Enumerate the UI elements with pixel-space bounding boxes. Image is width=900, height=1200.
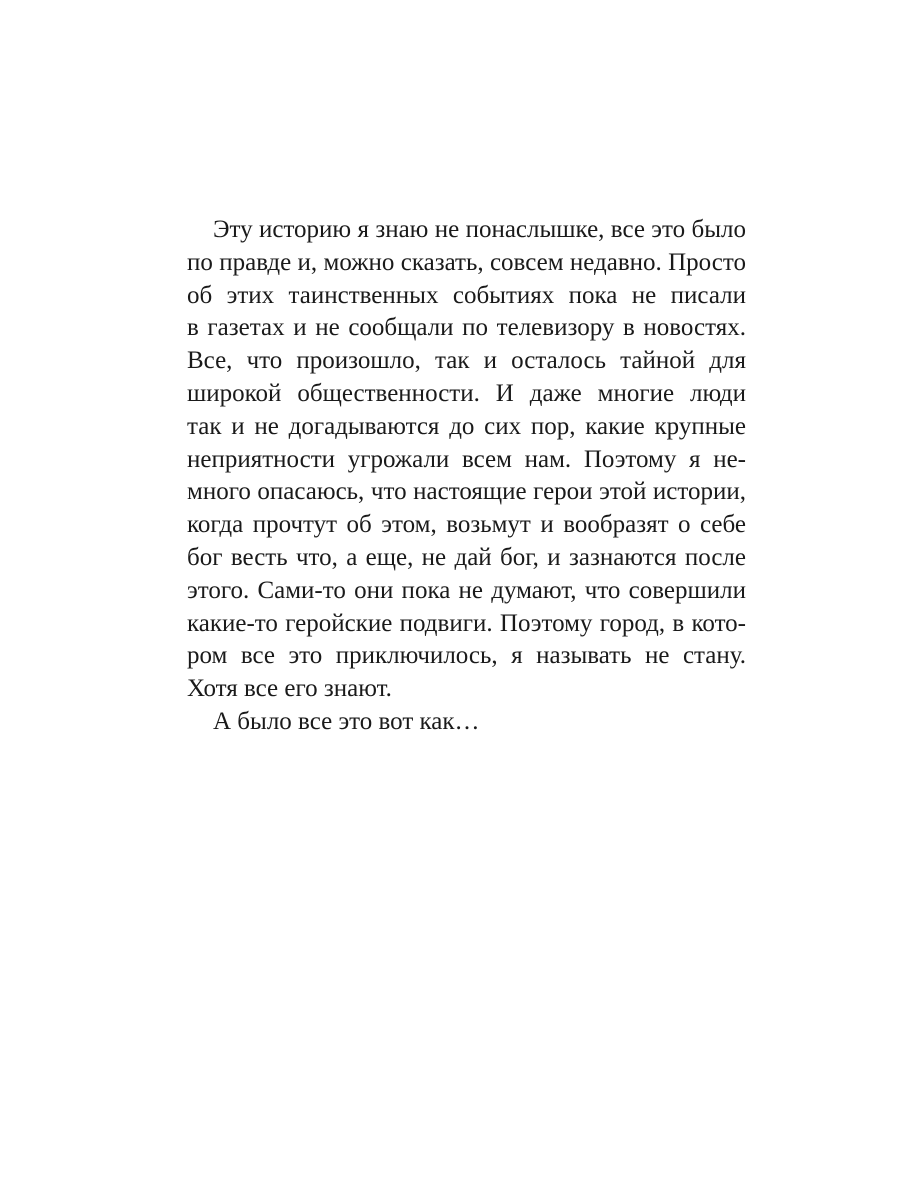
paragraph-2 (187, 706, 746, 739)
page-body-text (187, 214, 746, 739)
text-line: Эту историю я знаю не понаслышке, все это было (213, 216, 746, 243)
text-line: много опасаюсь, что настоящие герои этой истории, (187, 478, 746, 506)
text-line: этого. Сами-то они пока не думают, что совершили (187, 576, 746, 604)
text-line: в газетах и не сообщали по телевизору в новостях. (187, 314, 746, 342)
text-line: неприятности угрожали всем нам. Поэтому я не- (187, 445, 746, 473)
text-line: бог весть что, а еще, не дай бог, и зазнаются после (187, 543, 746, 571)
text-line: ром все это приключилось, я называть не стану. (187, 642, 746, 670)
text-line: Хотя все его знают. (187, 675, 392, 703)
text-line: широкой общественности. И даже многие люди (187, 379, 746, 407)
text-line: по правде и, можно сказать, совсем недавно. Просто (187, 248, 746, 276)
text-line: когда прочтут об этом, возьмут и вообразят о себе (187, 511, 746, 539)
paragraph-1 (187, 214, 746, 706)
text-line: какие-то геройские подвиги. Поэтому город, в кото- (187, 609, 746, 637)
text-line: Все, что произошло, так и осталось тайной для (187, 347, 746, 375)
text-line: об этих таинственных событиях пока не писали (187, 281, 746, 309)
text-line: А было все это вот как… (213, 707, 480, 735)
text-line: так и не догадываются до сих пор, какие крупные (187, 412, 746, 440)
